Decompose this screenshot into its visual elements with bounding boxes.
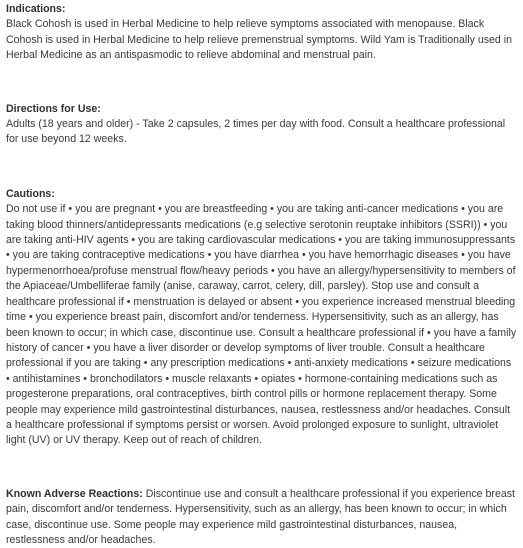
adverse-reactions-text: Discontinue use and consult a healthcare professional if you experience breast pain, discomfort and/or tenderness. Hypersensitivity, such as an allergy, has been known to occur; in which case, discontinue use. Some people may experience mild gastrointestinal disturbances, nausea, restlessness and/or headaches.: [6, 487, 515, 546]
indications-heading: Indications:: [6, 3, 66, 15]
cautions-section: [6, 187, 517, 449]
cautions-heading: Cautions:: [6, 187, 55, 200]
adverse-reactions-section: [6, 487, 517, 548]
indications-text: Black Cohosh is used in Herbal Medicine to help relieve symptoms associated with menopause. Black Cohosh is used in Herbal Medicine to help relieve premenstrual symptoms. Wild Yam is Traditionally used in Herbal Medicine as an antispasmodic to relieve abdominal and menstrual pain.: [6, 18, 512, 62]
cautions-text: Do not use if • you are pregnant • you are breastfeeding • you are taking anti-cancer medications • you are taking blood thinners/antidepressants medications (e.g selective serotonin reuptake inhibitors (SSRI)) • you are taking anti-HIV agents • you are taking cardiovascular medications • you are taking immunosuppressants • you are taking contraceptive medications • you have diarrhea • you have hemorrhagic diseases • you have hypermenorrhoea/profuse menstrual flow/heavy periods • you have an allergy/hypersensitivity to members of the Apiaceae/Umbelliferae family (anise, caraway, carrot, celery, dill, parsley). Stop use and consult a healthcare professional if • menstruation is delayed or absent • you experience increased menstrual bleeding time • you experience breast pain, discomfort and/or tenderness. Hypersensitivity, such as an allergy, has been known to occur; in which case, discontinue use. Consult a healthcare professional if • you have a family history of cancer • you have a liver disorder or develop symptoms of liver trouble. Consult a healthcare professional if you are taking • any prescription medications • anti-anxiety medications • seizure medications • antihistamines • bronchodilators • muscle relaxants • opiates • hormone-containing medications such as progesterone preparations, oral contraceptives, birth control pills or hormone replacement therapy. Some people may experience mild gastrointestinal disturbances, nausea, restlessness and/or headaches. Consult a healthcare professional if symptoms persist or worsen. Avoid prolonged exposure to sunlight, ultraviolet light (UV) or UV therapy. Keep out of reach of children.: [6, 203, 517, 447]
adverse-reactions-heading: Known Adverse Reactions:: [6, 487, 143, 500]
indications-section: [6, 0, 517, 64]
directions-text: Adults (18 years and older) - Take 2 capsules, 2 times per day with food. Consult a healthcare professional for use beyond 12 weeks.: [6, 118, 506, 146]
directions-section: [6, 102, 517, 148]
adverse-reactions-paragraph: [6, 487, 517, 548]
directions-heading: Directions for Use:: [6, 102, 101, 115]
